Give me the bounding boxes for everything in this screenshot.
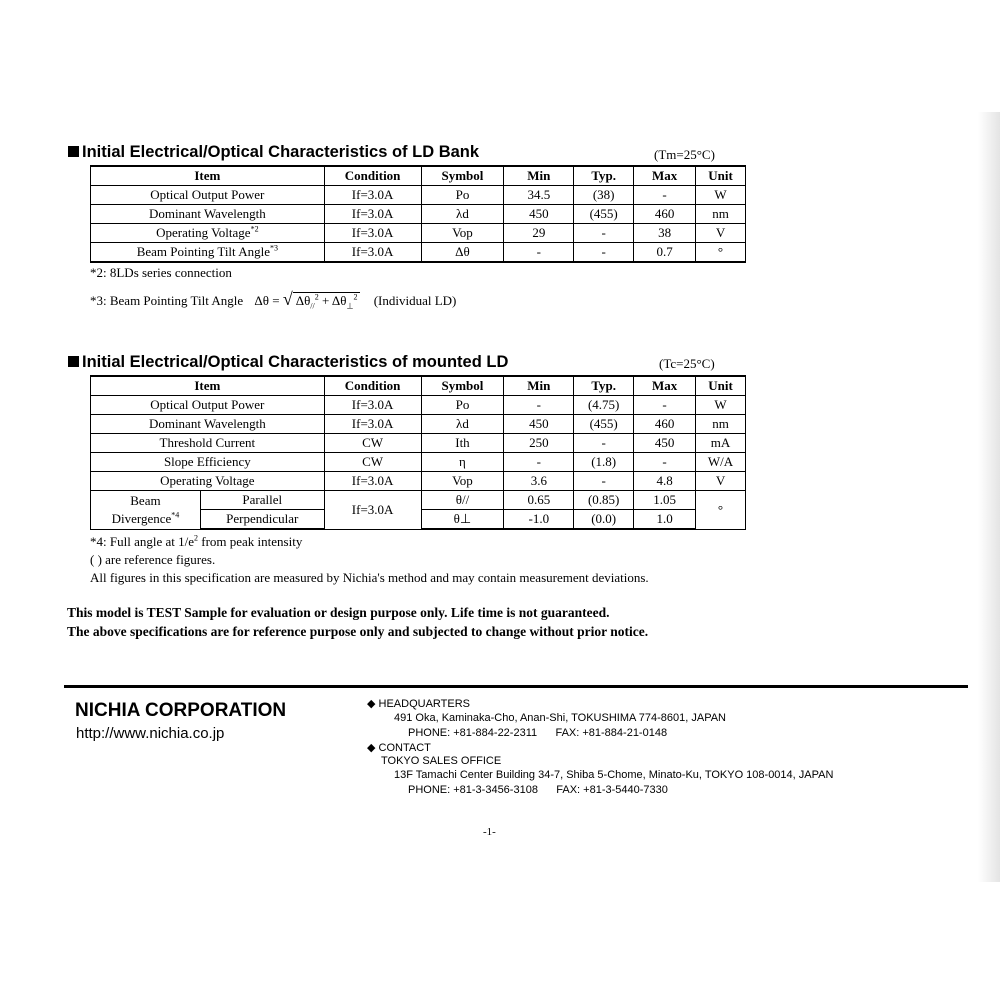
cell-unit: V bbox=[696, 224, 746, 243]
header-unit: Unit bbox=[696, 376, 746, 396]
cell-max: - bbox=[634, 396, 696, 415]
cell-min: 34.5 bbox=[504, 186, 574, 205]
header-max: Max bbox=[634, 376, 696, 396]
cell-unit: W bbox=[696, 186, 746, 205]
heading-bullet-square bbox=[68, 146, 79, 157]
cell-unit: V bbox=[696, 472, 746, 491]
formula-radicand bbox=[293, 292, 361, 311]
table-row bbox=[91, 186, 746, 205]
formula-lhs: Δθ = bbox=[254, 293, 280, 308]
cell-typ: (4.75) bbox=[574, 396, 634, 415]
footnote-ref: *3 bbox=[269, 243, 278, 253]
cell-min: 0.65 bbox=[504, 491, 574, 510]
footnote-3 bbox=[90, 288, 456, 310]
footnote-4-text-a: *4: Full angle at 1/e bbox=[90, 534, 194, 549]
table-row bbox=[91, 243, 746, 263]
section2-title: Initial Electrical/Optical Characteristics of mounted LD bbox=[82, 353, 509, 371]
cell-min: 450 bbox=[504, 415, 574, 434]
footnote-ref: *4 bbox=[171, 510, 180, 520]
cell-min: -1.0 bbox=[504, 510, 574, 530]
company-url[interactable]: http://www.nichia.co.jp bbox=[76, 725, 225, 742]
footer-divider bbox=[64, 685, 968, 688]
cell-item bbox=[91, 224, 325, 243]
item-label: Dominant Wavelength bbox=[148, 206, 266, 221]
cell-symbol: λd bbox=[421, 415, 504, 434]
table-row bbox=[91, 472, 746, 491]
cell-symbol: λd bbox=[421, 205, 504, 224]
sqrt-icon: √ bbox=[282, 289, 293, 309]
divergence-label-line2 bbox=[94, 510, 197, 528]
cell-typ: (1.8) bbox=[574, 453, 634, 472]
office-label: TOKYO SALES OFFICE bbox=[381, 755, 502, 767]
office-address: 13F Tamachi Center Building 34-7, Shiba 5-Chome, Minato-Ku, TOKYO 108-0014, JAPAN bbox=[394, 769, 834, 781]
cell-condition: CW bbox=[324, 453, 421, 472]
headquarters-label bbox=[367, 697, 470, 710]
section1-heading bbox=[68, 143, 479, 162]
formula-sub-a: // bbox=[310, 301, 315, 311]
footnote-4-text-b: from peak intensity bbox=[197, 534, 303, 549]
cell-condition: If=3.0A bbox=[324, 224, 421, 243]
cell-min: 250 bbox=[504, 434, 574, 453]
heading-bullet-square bbox=[68, 356, 79, 367]
cell-min: - bbox=[504, 243, 574, 263]
cell-condition: If=3.0A bbox=[324, 396, 421, 415]
headquarters-phone: PHONE: +81-884-22-2311 FAX: +81-884-21-0148 bbox=[408, 727, 668, 739]
cell-perpendicular: Perpendicular bbox=[200, 510, 324, 530]
formula-term-a: Δθ bbox=[295, 293, 311, 308]
page-edge-shadow bbox=[978, 112, 1000, 882]
cell-condition: If=3.0A bbox=[324, 415, 421, 434]
section1-temperature: (Tm=25°C) bbox=[654, 147, 715, 162]
header-min: Min bbox=[504, 376, 574, 396]
cell-max: 460 bbox=[634, 415, 696, 434]
cell-max: 460 bbox=[634, 205, 696, 224]
cell-min: 3.6 bbox=[504, 472, 574, 491]
cell-symbol: Po bbox=[421, 396, 504, 415]
cell-symbol: Vop bbox=[421, 472, 504, 491]
cell-item: Threshold Current bbox=[91, 434, 325, 453]
footnote-2: *2: 8LDs series connection bbox=[90, 265, 232, 280]
cell-max: 450 bbox=[634, 434, 696, 453]
cell-symbol: η bbox=[421, 453, 504, 472]
footnote-ref: *2 bbox=[250, 224, 259, 234]
cell-item: Optical Output Power bbox=[91, 396, 325, 415]
header-condition: Condition bbox=[324, 166, 421, 186]
company-name: NICHIA CORPORATION bbox=[75, 700, 287, 721]
reference-note: ( ) are reference figures. bbox=[90, 552, 216, 567]
table-row-divergence-parallel bbox=[91, 491, 746, 510]
cell-typ: (455) bbox=[574, 205, 634, 224]
cell-max: 4.8 bbox=[634, 472, 696, 491]
section2-table bbox=[90, 375, 746, 530]
cell-max: 0.7 bbox=[634, 243, 696, 263]
table-header-row bbox=[91, 376, 746, 396]
hq-label-text: HEADQUARTERS bbox=[378, 698, 471, 710]
cell-typ: - bbox=[574, 434, 634, 453]
cell-min: 450 bbox=[504, 205, 574, 224]
formula-exp-b: 2 bbox=[353, 292, 358, 302]
item-label: Operating Voltage bbox=[156, 225, 251, 240]
headquarters-address: 491 Oka, Kaminaka-Cho, Anan-Shi, TOKUSHIMA 774-8601, JAPAN bbox=[394, 712, 727, 724]
cell-item bbox=[91, 205, 325, 224]
cell-item: Operating Voltage bbox=[91, 472, 325, 491]
cell-parallel: Parallel bbox=[200, 491, 324, 510]
cell-condition: If=3.0A bbox=[324, 243, 421, 263]
table-row bbox=[91, 205, 746, 224]
cell-beam-divergence bbox=[91, 491, 201, 530]
formula-term-b: Δθ bbox=[331, 293, 347, 308]
table-header-row bbox=[91, 166, 746, 186]
cell-min: - bbox=[504, 453, 574, 472]
cell-item bbox=[91, 186, 325, 205]
cell-unit: W bbox=[696, 396, 746, 415]
cell-max: - bbox=[634, 186, 696, 205]
cell-condition: CW bbox=[324, 434, 421, 453]
cell-min: 29 bbox=[504, 224, 574, 243]
cell-condition: If=3.0A bbox=[324, 472, 421, 491]
cell-symbol: θ// bbox=[421, 491, 504, 510]
cell-item bbox=[91, 243, 325, 263]
table-row bbox=[91, 224, 746, 243]
cell-typ: (38) bbox=[574, 186, 634, 205]
cell-condition: If=3.0A bbox=[324, 205, 421, 224]
header-typ: Typ. bbox=[574, 166, 634, 186]
section1-table bbox=[90, 165, 746, 263]
cell-condition: If=3.0A bbox=[324, 186, 421, 205]
table-row bbox=[91, 434, 746, 453]
section2-heading bbox=[68, 353, 508, 372]
cell-unit: nm bbox=[696, 205, 746, 224]
contact-label-text: CONTACT bbox=[378, 742, 431, 754]
formula-suffix: (Individual LD) bbox=[373, 293, 457, 308]
header-condition: Condition bbox=[324, 376, 421, 396]
item-label: Beam Pointing Tilt Angle bbox=[136, 244, 270, 259]
formula-plus: + bbox=[322, 293, 330, 308]
table-row bbox=[91, 415, 746, 434]
divergence-label-line1: Beam bbox=[130, 492, 161, 508]
formula-exp-a: 2 bbox=[314, 292, 319, 302]
cell-typ: (0.85) bbox=[574, 491, 634, 510]
page-number: -1- bbox=[483, 826, 496, 838]
cell-unit: nm bbox=[696, 415, 746, 434]
cell-unit: mA bbox=[696, 434, 746, 453]
header-min: Min bbox=[504, 166, 574, 186]
measurement-note: All figures in this specification are measured by Nichia's method and may contain measurement deviations. bbox=[90, 570, 649, 585]
cell-min: - bbox=[504, 396, 574, 415]
cell-symbol: Po bbox=[421, 186, 504, 205]
cell-item: Dominant Wavelength bbox=[91, 415, 325, 434]
cell-unit: ° bbox=[696, 491, 746, 530]
table-row bbox=[91, 396, 746, 415]
cell-condition: If=3.0A bbox=[324, 491, 421, 530]
cell-typ: - bbox=[574, 243, 634, 263]
cell-symbol: Vop bbox=[421, 224, 504, 243]
cell-max: 1.0 bbox=[634, 510, 696, 530]
formula-sub-b: ⊥ bbox=[346, 301, 354, 311]
cell-symbol: Ith bbox=[421, 434, 504, 453]
office-phone: PHONE: +81-3-3456-3108 FAX: +81-3-5440-7330 bbox=[408, 784, 668, 796]
cell-typ: (0.0) bbox=[574, 510, 634, 530]
header-symbol: Symbol bbox=[421, 376, 504, 396]
contact-label bbox=[367, 741, 431, 754]
footnote-3-prefix: *3: Beam Pointing Tilt Angle bbox=[90, 293, 244, 308]
cell-max: - bbox=[634, 453, 696, 472]
cell-typ: - bbox=[574, 472, 634, 491]
footnote-4 bbox=[90, 534, 302, 550]
cell-max: 38 bbox=[634, 224, 696, 243]
disclaimer-line1: This model is TEST Sample for evaluation or design purpose only. Life time is not guaranteed. bbox=[67, 605, 610, 620]
item-label: Optical Output Power bbox=[150, 187, 265, 202]
cell-symbol: θ⊥ bbox=[421, 510, 504, 530]
section1-title: Initial Electrical/Optical Characteristics of LD Bank bbox=[82, 143, 480, 161]
header-typ: Typ. bbox=[574, 376, 634, 396]
cell-item: Slope Efficiency bbox=[91, 453, 325, 472]
header-unit: Unit bbox=[696, 166, 746, 186]
cell-max: 1.05 bbox=[634, 491, 696, 510]
diamond-icon: ◆ bbox=[367, 698, 376, 710]
header-symbol: Symbol bbox=[421, 166, 504, 186]
cell-symbol: Δθ bbox=[421, 243, 504, 263]
header-item: Item bbox=[91, 166, 325, 186]
cell-typ: (455) bbox=[574, 415, 634, 434]
cell-unit: W/A bbox=[696, 453, 746, 472]
cell-typ: - bbox=[574, 224, 634, 243]
header-item: Item bbox=[91, 376, 325, 396]
divergence-label-text: Divergence bbox=[111, 510, 172, 526]
header-max: Max bbox=[634, 166, 696, 186]
disclaimer-line2: The above specifications are for reference purpose only and subjected to change without prior notice. bbox=[67, 624, 649, 639]
footnote-4-exp: 2 bbox=[193, 533, 198, 543]
diamond-icon: ◆ bbox=[367, 742, 376, 754]
section2-temperature: (Tc=25°C) bbox=[659, 356, 715, 371]
cell-unit: ° bbox=[696, 243, 746, 263]
table-row bbox=[91, 453, 746, 472]
